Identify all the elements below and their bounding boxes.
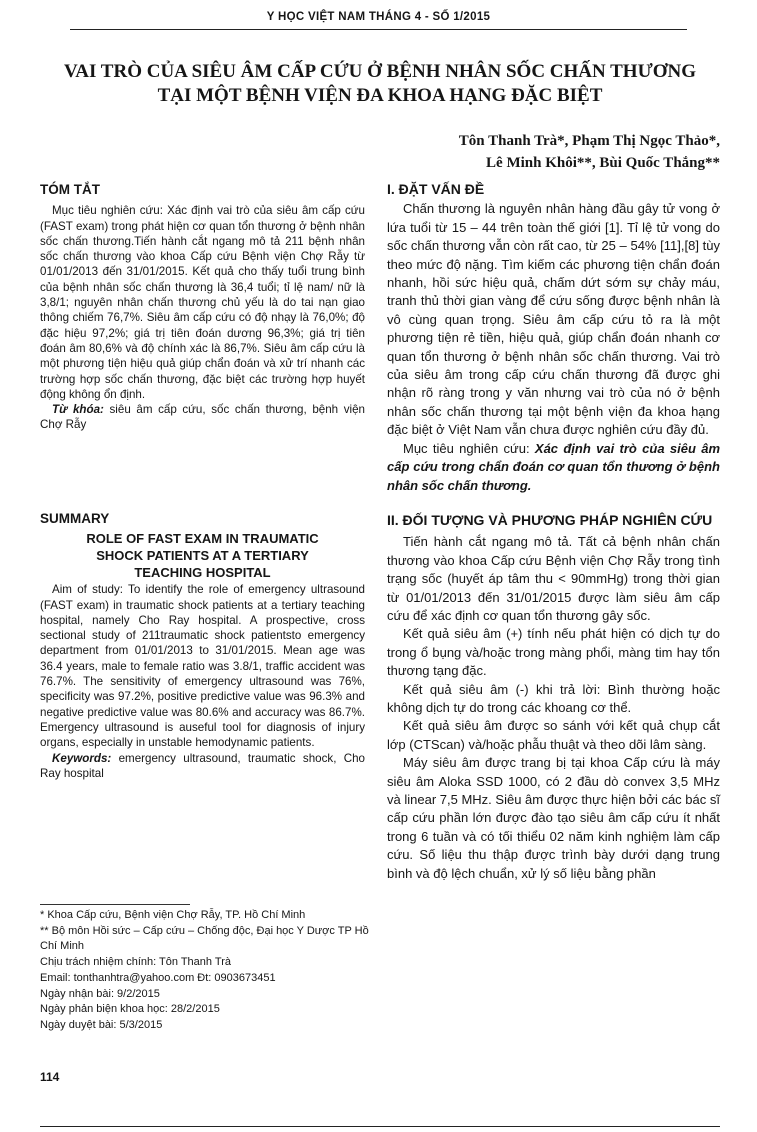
footnote-corresponding: Chịu trách nhiệm chính: Tôn Thanh Trà <box>40 956 231 969</box>
objective-lead: Mục tiêu nghiên cứu: <box>403 440 530 456</box>
footnote-email: Email: tonthanhtra@yahoo.com Đt: 0903673451 <box>40 971 276 984</box>
authors-line-1: Tôn Thanh Trà*, Phạm Thị Ngọc Thảo*, <box>458 133 720 149</box>
section-1-paragraph-1: Chấn thương là nguyên nhân hàng đầu gây tử vong ở lứa tuổi từ 15 – 44 trên toàn thế giới [1]. Tỉ lệ tử vong do sốc chấn thương vẫn còn rất cao, từ 25 – 54% [11],[8] tùy theo mức độ nặng. Tìm kiếm các phương tiện chẩn đoán nhanh, hồi sức hiệu quả, chấm dứt sớm sự chảy máu, tranh thủ thời gian vàng để cứu sống được bệnh nhân là vô cùng quan trọng. Siêu âm cấp cứu tỏ ra là một phương tiện rẻ tiền, hiệu quả, giúp chẩn đoán nhanh cơ quan tổn thương ở bệnh nhân sốc chấn thương. Vai trò của siêu âm trong cấp cứu chấn thương đã được ghi nhận rõ ràng trong y văn nhưng vai trò của nó ở bệnh nhân sốc chấn thương tại một bệnh viện đa khoa hạng đặc biệt ở Việt Nam vẫn chưa được nghiên cứu đầy đủ. <box>387 201 720 438</box>
keywords-label-en: Keywords: <box>52 751 112 765</box>
title-line-1: VAI TRÒ CỦA SIÊU ÂM CẤP CỨU Ở BỆNH NHÂN SỐC CHẤN THƯƠNG <box>64 61 696 82</box>
keywords-en: emergency ultrasound, traumatic shock, Cho Ray hospital <box>40 751 365 780</box>
page-number: 114 <box>40 1070 60 1084</box>
footnote-affiliation-2: ** Bộ môn Hồi sức – Cấp cứu – Chống độc, Đại học Y Dược TP Hồ Chí Minh <box>40 924 369 953</box>
summary-title-line-3: TEACHING HOSPITAL <box>134 565 271 581</box>
tom-tat-body: Mục tiêu nghiên cứu: Xác định vai trò của siêu âm cấp cứu (FAST exam) trong phát hiện cơ quan tổn thương ở bệnh nhân sốc chấn thương.Tiến hành cắt ngang mô tả 211 bệnh nhân sốc chấn thương vào khoa Cấp cứu Bệnh viện Chợ Rẫy từ 01/01/2013 đến 31/01/2015. Kết quả cho thấy tuổi trung bình của bệnh nhân sốc chấn thương là 36,4 tuổi; tỉ lệ nam/ nữ là 3,8/1; nguyên nhân chấn thương chủ yếu là do tai nạn giao thông chiếm 76,7%. Siêu âm cấp cứu có độ nhạy là 76,0%; độ đặc hiệu 97,2%; giá trị tiên đoán dương 96,3%; giá trị tiên đoán âm 80,6% và độ chính xác là 86,7%. Siêu âm cấp cứu là một phương tiện hiệu quả giúp chẩn đoán và xử trí nhanh các trường hợp sốc chấn thương, đặc biệt các trường hợp huyết động không ổn định. <box>40 204 365 401</box>
section-2-paragraph-4: Kết quả siêu âm được so sánh với kết quả chụp cắt lớp (CTScan) và/hoặc phẫu thuật và theo dõi lâm sàng. <box>387 718 720 752</box>
right-column <box>387 180 720 883</box>
objective-text: Xác định vai trò của siêu âm cấp cứu trong chẩn đoán cơ quan tổn thương ở bệnh nhân sốc chấn thương. <box>387 440 721 493</box>
summary-body: Aim of study: To identify the role of emergency ultrasound (FAST exam) in traumatic shock patients at a tertiary teaching hospital, namely Cho Ray hospital. A prospective, cross sectional study of 211traumatic shock patientsto emergency department from 01/01/2013 to 31/01/2015. Mean age was 36.4 years, male to female ratio was 3.8/1, traffic accident was 76.7%. The sensitivity of emergency ultrasound was 76%, specificity was 97.2%, positive predictive value was 96.3% and negative predictive value was 80.6% and accuracy was 86.7%. Emergency ultrasound is auseful tool for diagnosis of injury organs, especially in unstable hemodynamic patients. <box>40 583 365 750</box>
summary-title-line-2: SHOCK PATIENTS AT A TERTIARY <box>96 548 309 564</box>
authors <box>459 130 720 174</box>
footnote-received: Ngày nhận bài: 9/2/2015 <box>40 987 160 1000</box>
tom-tat-keywords <box>40 402 365 433</box>
authors-line-2: Lê Minh Khôi**, Bùi Quốc Thắng** <box>486 155 720 171</box>
journal-header: Y HỌC VIỆT NAM THÁNG 4 - SỐ 1/2015 <box>266 11 491 23</box>
bottom-rule <box>40 1126 720 1127</box>
title-line-2: TẠI MỘT BỆNH VIỆN ĐA KHOA HẠNG ĐẶC BIỆT <box>157 85 603 106</box>
footnote-affiliation-1: * Khoa Cấp cứu, Bệnh viện Chợ Rẫy, TP. Hồ Chí Minh <box>40 909 306 921</box>
section-2-paragraph-5: Máy siêu âm được trang bị tại khoa Cấp cứu là máy siêu âm Aloka SSD 1000, có 2 đầu dò convex 3,5 MHz và linear 7,5 MHz. Siêu âm được thực hiện bởi các bác sĩ cấp cứu phần lớn được đào tạo siêu âm cấp cứu ít nhất trong 6 tuần và có tối thiểu 02 năm kinh nghiệm làm cấp cứu. Số liệu thu thập được trình bày dưới dạng trung bình và độ lệch chuẩn, xử lý số liệu bằng phần <box>387 755 720 881</box>
abstract-vietnamese <box>40 182 365 433</box>
footnote-reviewed: Ngày phản biện khoa học: 28/2/2015 <box>40 1003 220 1016</box>
footnotes <box>40 908 370 1034</box>
section-2-paragraph-3: Kết quả siêu âm (-) khi trả lời: Bình thường hoặc không dịch tự do trong các khoang cơ thể. <box>387 681 720 715</box>
header-rule <box>70 29 687 30</box>
keywords-label-vi: Từ khóa: <box>52 403 104 417</box>
keywords-vi: siêu âm cấp cứu, sốc chấn thương, bệnh viện Chợ Rẫy <box>40 403 365 432</box>
section-2-paragraph-2: Kết quả siêu âm (+) tính nếu phát hiện có dịch tự do trong ổ bụng và/hoặc trong màng phổi, màng tim hay tổn thương tạng đặc. <box>387 626 720 679</box>
summary-keywords <box>40 751 365 782</box>
footnote-accepted: Ngày duyệt bài: 5/3/2015 <box>40 1018 163 1031</box>
tom-tat-heading: TÓM TẮT <box>40 182 100 197</box>
summary-title-line-1: ROLE OF FAST EXAM IN TRAUMATIC <box>86 531 319 547</box>
summary-heading: SUMMARY <box>40 511 110 526</box>
footnote-rule <box>40 904 190 905</box>
section-2-heading: II. ĐỐI TƯỢNG VÀ PHƯƠNG PHÁP NGHIÊN CỨU <box>387 511 713 528</box>
section-1-paragraph-2 <box>387 440 720 495</box>
section-1-heading: I. ĐẶT VẤN ĐỀ <box>387 181 485 197</box>
summary-title <box>40 530 365 581</box>
section-2-paragraph-1: Tiến hành cắt ngang mô tả. Tất cả bệnh nhân chấn thương vào khoa Cấp cứu Bệnh viện Chợ Rẫy trong tình trạng sốc (huyết áp tâm thu < 90mmHg) trong thời gian từ 01/01/2013 đến 31/01/2015 được làm siêu âm cấp cứu để xác định cơ quan tổn thương gây sốc. <box>387 534 720 623</box>
abstract-english <box>40 511 365 781</box>
article-title <box>40 60 720 108</box>
